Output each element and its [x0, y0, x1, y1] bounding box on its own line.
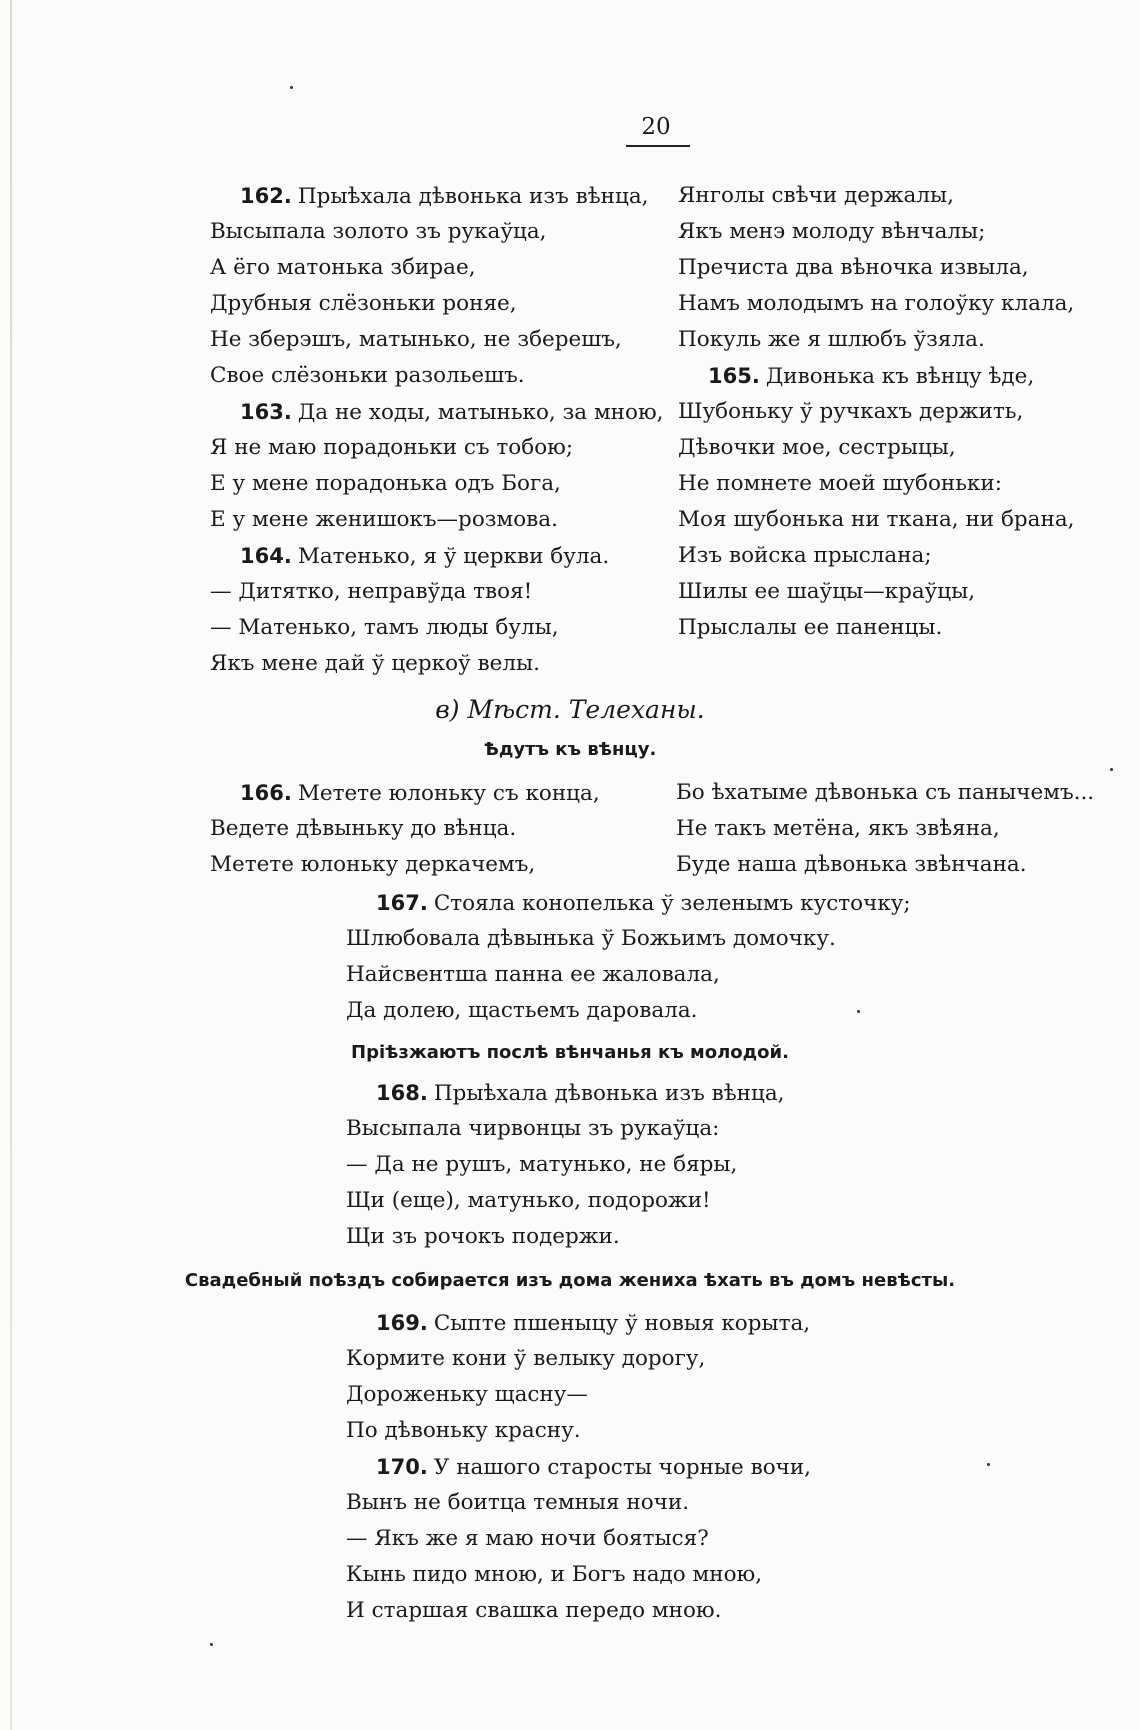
verse-number: 164.: [240, 544, 292, 568]
verse-line: [346, 1183, 785, 1219]
subheading-to-wedding: Ѣдутъ къ вѣнцу.: [483, 739, 657, 760]
verse-text: Матенько, я ў церкви була.: [297, 544, 610, 569]
verse-line: [678, 466, 1074, 502]
verse-169-170-block: [346, 1305, 811, 1629]
verse-line: [210, 322, 664, 358]
verse-line: [678, 538, 1074, 574]
verse-line: [210, 178, 664, 214]
section-heading: в) Мѣст. Телеханы.: [435, 695, 705, 724]
verse-text: Метете юлоньку съ конца,: [297, 781, 600, 806]
verse-line: [678, 502, 1074, 538]
verse-line: [678, 322, 1074, 358]
verse-text: Якъ менэ молоду вѣнчалы;: [678, 219, 986, 244]
verse-line: [676, 847, 1094, 883]
verse-line: [210, 775, 600, 811]
verse-text: Найсвентша панна ее жаловала,: [346, 962, 720, 987]
verse-line: [210, 250, 664, 286]
verse-text: Друбныя слёзоньки роняе,: [210, 291, 517, 316]
verse-text: Не помнете моей шубоньки:: [678, 471, 1002, 496]
verse-text: — Якъ же я маю ночи боятыся?: [346, 1526, 709, 1551]
verse-text: Шлюбовала дѣвынька ў Божьимъ домочку.: [346, 926, 836, 951]
verse-line: [210, 430, 664, 466]
verse-line: [346, 1341, 811, 1377]
page-speck: [1110, 768, 1113, 771]
page-speck: [857, 1010, 860, 1013]
verse-line: [678, 574, 1074, 610]
verses-162-164-column: [210, 178, 664, 682]
verse-text: — Матенько, тамъ люды булы,: [210, 615, 559, 640]
verse-line: [210, 646, 664, 682]
verse-line: [346, 885, 911, 921]
verse-line: [346, 1521, 811, 1557]
verse-number: 162.: [240, 184, 292, 208]
verse-line: [210, 538, 664, 574]
verse-line: [346, 1557, 811, 1593]
page-speck: [987, 1463, 990, 1466]
verse-text: Кынь пидо мною, и Богъ надо мною,: [346, 1562, 763, 1587]
verse-line: [346, 1111, 785, 1147]
verse-line: [210, 214, 664, 250]
verse-line: [346, 1413, 811, 1449]
verse-text: Моя шубонька ни ткана, ни брана,: [678, 507, 1075, 532]
verse-167-block: [346, 885, 911, 1029]
verse-line: [210, 394, 664, 430]
verse-text: Прыѣхала дѣвонька изъ вѣнца,: [433, 1081, 785, 1106]
verse-text: Не зберэшъ, матынько, не зберешъ,: [210, 327, 622, 352]
verse-text: У нашого старосты чорные вочи,: [433, 1455, 812, 1480]
verse-text: Прыслалы ее паненцы.: [678, 615, 943, 640]
verse-text: Шубоньку ў ручкахъ держить,: [678, 399, 1024, 424]
verse-text: Дивонька къ вѣнцу ѣде,: [765, 364, 1035, 389]
verse-line: [678, 610, 1074, 646]
verse-number: 167.: [376, 891, 428, 915]
verse-text: Да не ходы, матынько, за мною,: [297, 400, 664, 425]
verse-text: Намъ молодымъ на голоўку клала,: [678, 291, 1075, 316]
verse-text: Высыпала золото зъ рукаўца,: [210, 219, 547, 244]
verse-line: [210, 286, 664, 322]
verse-166-right-column: [676, 775, 1094, 883]
verse-text: А ёго матонька збирае,: [210, 255, 476, 280]
page-number: 20: [641, 114, 671, 140]
verse-line: [678, 214, 1074, 250]
subheading-wedding-train: Свадебный поѣздъ собирается изъ дома жениха ѣхать въ домъ невѣсты.: [184, 1270, 956, 1291]
page-speck: [210, 1643, 213, 1646]
verse-line: [678, 286, 1074, 322]
verse-line: [346, 993, 911, 1029]
verse-line: [346, 1305, 811, 1341]
page-number-rule: [626, 145, 690, 147]
verse-166-left-column: [210, 775, 600, 883]
verse-text: Пречиста два вѣночка извыла,: [678, 255, 1029, 280]
verse-number: 165.: [708, 364, 760, 388]
verse-text: По дѣвоньку красну.: [346, 1418, 581, 1443]
verse-line: [346, 1449, 811, 1485]
verse-text: Метете юлоньку деркачемъ,: [210, 852, 536, 877]
verse-text: Ведете дѣвыньку до вѣнца.: [210, 816, 517, 841]
verse-168-block: [346, 1075, 785, 1255]
verse-text: Е у мене порадонька одъ Бога,: [210, 471, 561, 496]
verse-text: И старшая свашка передо мною.: [346, 1598, 722, 1623]
verse-text: Изъ войска прыслана;: [678, 543, 932, 568]
verse-line: [346, 957, 911, 993]
verse-text: Янголы свѣчи держалы,: [678, 183, 954, 208]
verse-line: [346, 1219, 785, 1255]
verse-line: [210, 811, 600, 847]
verse-text: Щи (еще), матунько, подорожи!: [346, 1188, 711, 1213]
verse-text: Не такъ метёна, якъ звѣяна,: [676, 816, 1000, 841]
subheading-after-wedding: Пріѣзжаютъ послѣ вѣнчанья къ молодой.: [351, 1042, 789, 1063]
verse-line: [346, 1485, 811, 1521]
verse-text: — Да не рушъ, матунько, не бяры,: [346, 1152, 738, 1177]
verses-164-165-column: [678, 178, 1074, 646]
verse-text: Бо ѣхатыме дѣвонька съ панычемъ...: [676, 780, 1095, 805]
verse-text: Стояла конопелька ў зеленымъ кусточку;: [433, 891, 911, 916]
verse-text: Дороженьку щасну—: [346, 1382, 588, 1407]
verse-number: 168.: [376, 1081, 428, 1105]
verse-number: 170.: [376, 1455, 428, 1479]
verse-line: [678, 430, 1074, 466]
verse-line: [210, 574, 664, 610]
verse-number: 166.: [240, 781, 292, 805]
verse-text: Щи зъ рочокъ подержи.: [346, 1224, 620, 1249]
verse-text: Буде наша дѣвонька звѣнчана.: [676, 852, 1027, 877]
verse-text: Покуль же я шлюбъ ўзяла.: [678, 327, 985, 352]
verse-line: [346, 1377, 811, 1413]
verse-line: [676, 775, 1094, 811]
verse-line: [210, 466, 664, 502]
verse-text: Сыпте пшеныцу ў новыя корыта,: [433, 1311, 811, 1336]
verse-line: [678, 394, 1074, 430]
verse-line: [346, 1593, 811, 1629]
verse-text: Я не маю порадоньки съ тобою;: [210, 435, 574, 460]
verse-text: Вынъ не боитца темныя ночи.: [346, 1490, 690, 1515]
verse-line: [346, 1147, 785, 1183]
verse-number: 169.: [376, 1311, 428, 1335]
verse-text: Якъ мене дай ў церкоў велы.: [210, 651, 540, 676]
page-speck: [290, 86, 293, 89]
verse-line: [346, 1075, 785, 1111]
verse-text: Свое слёзоньки разольешъ.: [210, 363, 525, 388]
verse-text: Шилы ее шаўцы—краўцы,: [678, 579, 976, 604]
verse-text: Да долею, щастьемъ даровала.: [346, 998, 698, 1023]
page-edge-line: [10, 0, 12, 1730]
verse-line: [678, 250, 1074, 286]
verse-line: [678, 358, 1074, 394]
verse-number: 163.: [240, 400, 292, 424]
verse-text: Кормите кони ў велыку дорогу,: [346, 1346, 706, 1371]
verse-text: — Дитятко, неправўда твоя!: [210, 579, 533, 604]
verse-text: Дѣвочки мое, сестрыцы,: [678, 435, 956, 460]
verse-line: [676, 811, 1094, 847]
verse-text: Е у мене женишокъ—розмова.: [210, 507, 558, 532]
verse-line: [210, 358, 664, 394]
verse-line: [346, 921, 911, 957]
verse-line: [210, 502, 664, 538]
verse-line: [210, 610, 664, 646]
verse-text: Высыпала чирвонцы зъ рукаўца:: [346, 1116, 720, 1141]
verse-line: [678, 178, 1074, 214]
verse-text: Прыѣхала дѣвонька изъ вѣнца,: [297, 184, 649, 209]
verse-line: [210, 847, 600, 883]
